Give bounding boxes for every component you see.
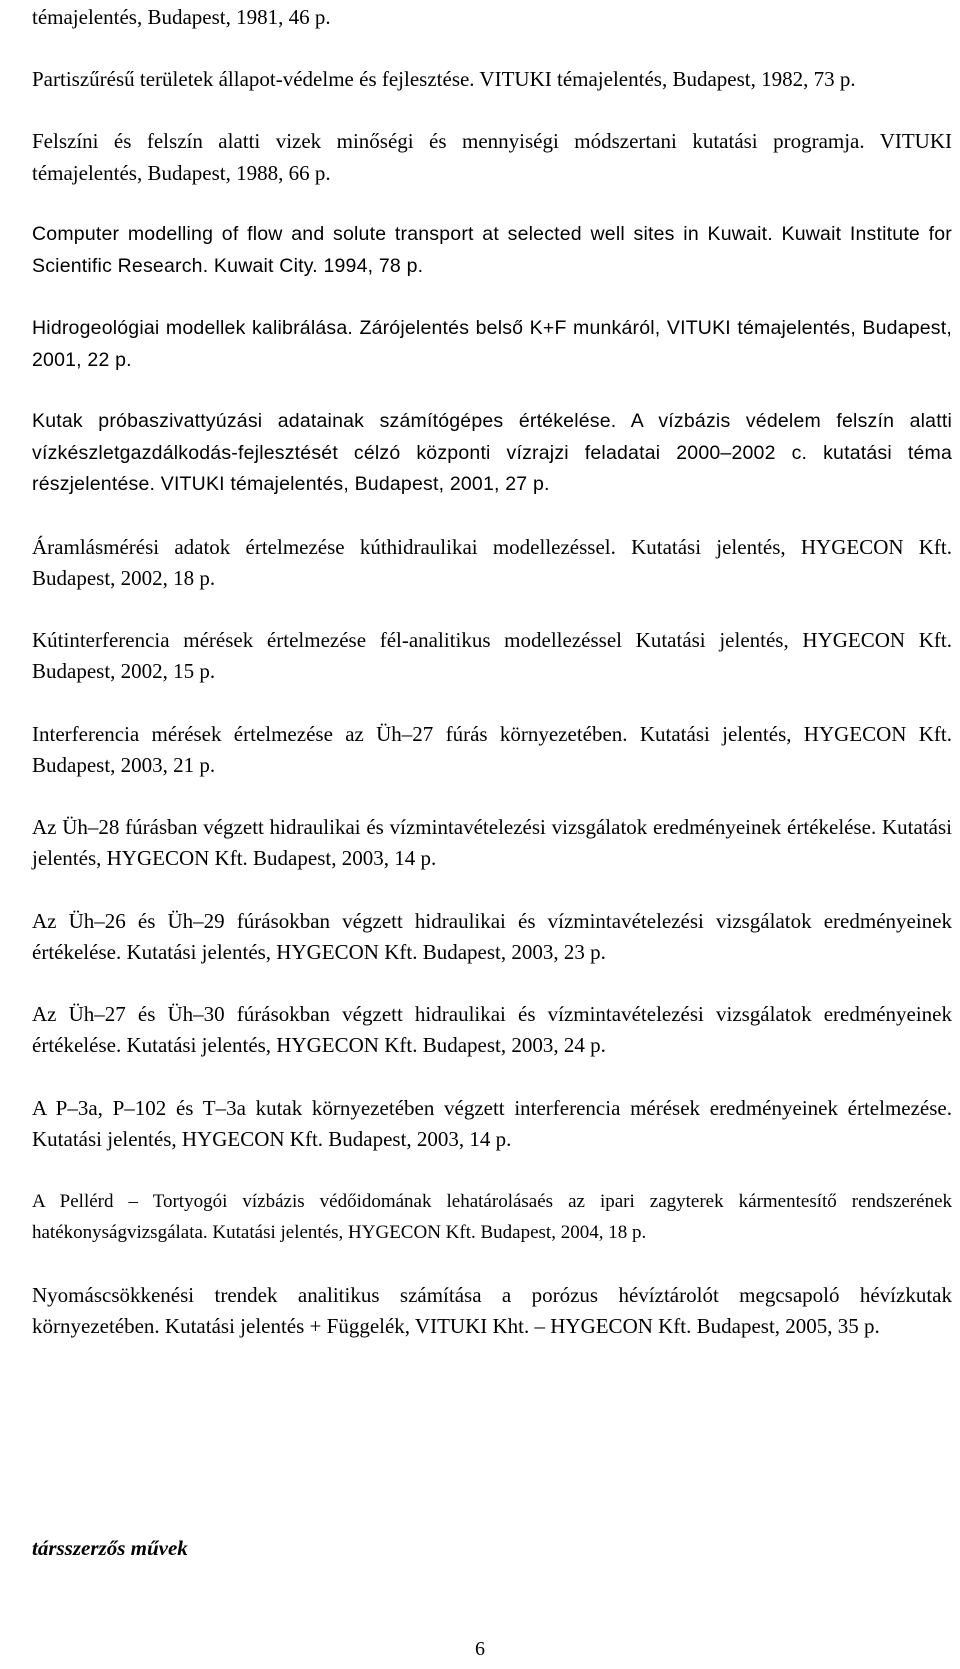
reference-entry: Nyomáscsökkenési trendek analitikus számítása a porózus hévíztárolót megcsapoló hévízkutak környezetében. Kutatási jelentés + Függelék, VITUKI Kht. – HYGECON Kft. Budapest, 2005, 35 p.: [32, 1282, 952, 1338]
reference-entry: Interferencia mérések értelmezése az Üh–27 fúrás környezetében. Kutatási jelentés, HYGECON Kft. Budapest, 2003, 21 p.: [32, 721, 952, 777]
reference-entry: A P–3a, P–102 és T–3a kutak környezetében végzett interferencia mérések eredményeinek értelmezése. Kutatási jelentés, HYGECON Kft. Budapest, 2003, 14 p.: [32, 1095, 952, 1151]
reference-entry: Áramlásmérési adatok értelmezése kúthidraulikai modellezéssel. Kutatási jelentés, HYGECON Kft. Budapest, 2002, 18 p.: [32, 534, 952, 590]
reference-entry: Hidrogeológiai modellek kalibrálása. Zárójelentés belső K+F munkáról, VITUKI témajelentés, Budapest, 2001, 22 p.: [32, 317, 952, 371]
reference-list: [32, 0, 952, 1343]
reference-entry: A Pellérd – Tortyogói vízbázis védőidomának lehatárolásaés az ipari zagyterek kármentesítő rendszerének hatékonyságvizsgálata. Kutatási jelentés, HYGECON Kft. Budapest, 2004, 18 p.: [32, 1190, 952, 1243]
reference-entry: Az Üh–28 fúrásban végzett hidraulikai és vízmintavételezési vizsgálatok eredményeinek értékelése. Kutatási jelentés, HYGECON Kft. Budapest, 2003, 14 p.: [32, 814, 952, 870]
reference-entry: Kutak próbaszivattyúzási adatainak számítógépes értékelése. A vízbázis védelem felszín alatti vízkészletgazdálkodás-fejlesztését célzó központi vízrajzi feladatai 2000–2002 c. kutatási téma részjelentése. VITUKI témajelentés, Budapest, 2001, 27 p.: [32, 410, 952, 495]
reference-entry: Computer modelling of flow and solute transport at selected well sites in Kuwait. Kuwait Institute for Scientific Research. Kuwait City. 1994, 78 p.: [32, 223, 952, 277]
reference-entry: Kútinterferencia mérések értelmezése fél-analitikus modellezéssel Kutatási jelentés, HYGECON Kft. Budapest, 2002, 15 p.: [32, 627, 952, 683]
section-heading: társszerzős művek: [32, 1536, 188, 1560]
reference-entry: Az Üh–27 és Üh–30 fúrásokban végzett hidraulikai és vízmintavételezési vizsgálatok eredményeinek értékelése. Kutatási jelentés, HYGECON Kft. Budapest, 2003, 24 p.: [32, 1001, 952, 1057]
page-number: 6: [475, 1638, 485, 1660]
reference-entry: Az Üh–26 és Üh–29 fúrásokban végzett hidraulikai és vízmintavételezési vizsgálatok eredményeinek értékelése. Kutatási jelentés, HYGECON Kft. Budapest, 2003, 23 p.: [32, 908, 952, 964]
reference-entry: témajelentés, Budapest, 1981, 46 p.: [32, 5, 331, 29]
reference-entry: Felszíni és felszín alatti vizek minőségi és mennyiségi módszertani kutatási programja. VITUKI témajelentés, Budapest, 1988, 66 p.: [32, 129, 952, 185]
reference-entry: Partiszűrésű területek állapot-védelme és fejlesztése. VITUKI témajelentés, Budapest, 1982, 73 p.: [32, 66, 856, 91]
